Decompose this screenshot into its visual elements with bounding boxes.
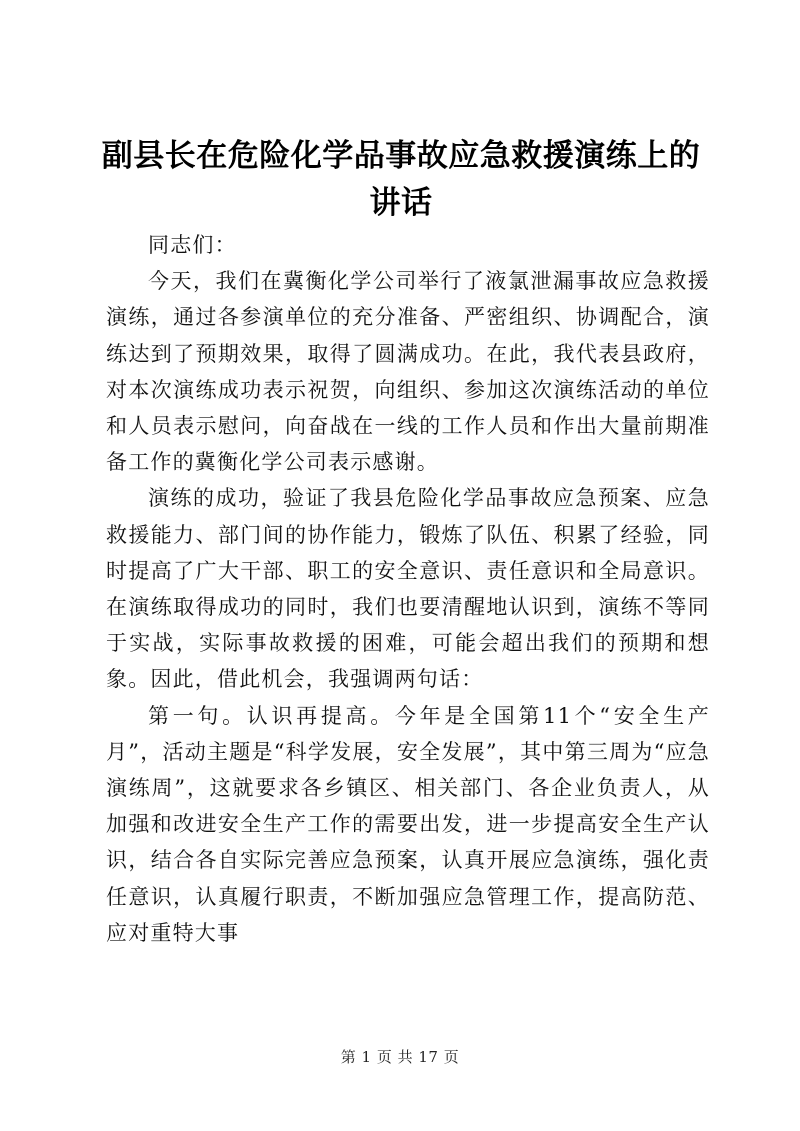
salutation-paragraph: 同志们：	[148, 233, 237, 257]
page-number-footer: 第 1 页 共 17 页	[340, 1048, 460, 1066]
document-title: 副县长在危险化学品事故应急救援演练上的讲话	[101, 138, 701, 221]
document-body	[106, 227, 710, 951]
body-paragraph-3: 第一句。认识再提高。今年是全国第11个“安全生产月”，活动主题是“科学发展，安全发展”，其中第三周为“应急演练周”，这就要求各乡镇区、相关部门、各企业负责人，从加强和改进安全生产工作的需要出发，进一步提高安全生产认识，结合各自实际完善应急预案，认真开展应急演练，强化责任意识，认真履行职责，不断加强应急管理工作，提高防范、应对重特大事	[106, 703, 710, 945]
body-paragraph-2: 演练的成功，验证了我县危险化学品事故应急预案、应急救援能力、部门间的协作能力，锻炼了队伍、积累了经验，同时提高了广大干部、职工的安全意识、责任意识和全局意识。在演练取得成功的同时，我们也要清醒地认识到，演练不等同于实战，实际事故救援的困难，可能会超出我们的预期和想象。因此，借此机会，我强调两句话：	[106, 486, 710, 692]
body-paragraph-1: 今天，我们在冀衡化学公司举行了液氯泄漏事故应急救援演练，通过各参演单位的充分准备、严密组织、协调配合，演练达到了预期效果，取得了圆满成功。在此，我代表县政府，对本次演练成功表示祝贺，向组织、参加这次演练活动的单位和人员表示慰问，向奋战在一线的工作人员和作出大量前期准备工作的冀衡化学公司表示感谢。	[106, 269, 710, 475]
